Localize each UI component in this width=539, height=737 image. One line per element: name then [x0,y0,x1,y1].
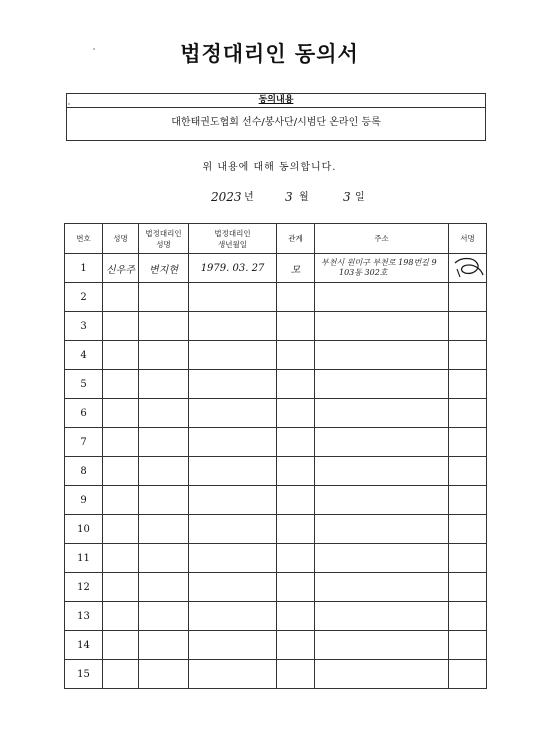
page-title: 법정대리인 동의서 [180,42,359,66]
relation-cell [277,457,315,486]
address-cell [315,486,449,515]
scan-speck [68,103,70,105]
signature-cell [449,515,487,544]
header-guardian-birth-line2: 생년월일 [218,239,247,249]
guardian-name-cell [139,370,189,399]
row-number-cell: 12 [65,573,103,602]
relation-cell [277,544,315,573]
relation-cell [277,312,315,341]
guardian-birthdate-cell [189,660,277,689]
relation-cell [277,283,315,312]
table-row [65,631,487,660]
address-cell [315,428,449,457]
guardian-name-cell [139,515,189,544]
header-guardian-name-line1: 법정대리인 [145,228,182,238]
address-cell [315,457,449,486]
row-number-cell: 2 [65,283,103,312]
student-name-cell [103,544,139,573]
relation-cell [277,573,315,602]
signature-cell [449,457,487,486]
address-cell [315,515,449,544]
guardian-name-cell [139,486,189,515]
signature-cell [449,341,487,370]
guardian-name-cell [139,573,189,602]
signature-cell [449,283,487,312]
relation-cell [277,399,315,428]
consent-box [66,93,486,141]
student-name-cell [103,457,139,486]
signature-cell [449,631,487,660]
guardian-birthdate-cell [189,515,277,544]
row-number-cell: 1 [65,254,103,283]
student-name-cell [103,399,139,428]
guardian-birthdate-cell [189,602,277,631]
signature-cell [449,486,487,515]
signature-cell [449,399,487,428]
header-signature: 서명 [449,224,487,254]
guardian-birthdate-cell [189,283,277,312]
header-guardian-birth [189,224,277,254]
student-name-cell [103,660,139,689]
relation-cell [277,341,315,370]
guardian-table [64,223,487,689]
signature-cell [449,312,487,341]
relation-cell [277,631,315,660]
handwritten-signature [451,255,485,281]
signature-cell [449,428,487,457]
table-row [65,573,487,602]
address-cell [315,312,449,341]
header-relation: 관계 [277,224,315,254]
guardian-birthdate-cell [189,370,277,399]
guardian-birthdate-cell [189,312,277,341]
table-row [65,660,487,689]
signature-cell [449,370,487,399]
date-year-label: 년 [244,192,254,203]
row-number-cell: 4 [65,341,103,370]
header-guardian-name [139,224,189,254]
table-row [65,370,487,399]
header-name: 성명 [103,224,139,254]
guardian-birthdate-cell [189,486,277,515]
table-row [65,457,487,486]
guardian-birthdate-cell [189,399,277,428]
student-name-cell: 신우주 [103,254,139,283]
row-number-cell: 8 [65,457,103,486]
address-cell [315,254,449,283]
signature-cell [449,602,487,631]
date-day: 3 [343,190,351,204]
signature-cell [449,660,487,689]
student-name-cell [103,631,139,660]
relation-cell [277,428,315,457]
table-row [65,428,487,457]
guardian-name-cell [139,602,189,631]
guardian-name-cell [139,457,189,486]
relation-cell [277,370,315,399]
table-header-row [65,224,487,254]
row-number-cell: 13 [65,602,103,631]
header-guardian-name-line2: 성명 [156,239,171,249]
student-name-cell [103,283,139,312]
relation-cell [277,602,315,631]
row-number-cell: 11 [65,544,103,573]
student-name-cell [103,515,139,544]
address-cell [315,341,449,370]
row-number-cell: 5 [65,370,103,399]
row-number-cell: 7 [65,428,103,457]
row-number-cell: 14 [65,631,103,660]
row-number-cell: 9 [65,486,103,515]
table-row [65,254,487,283]
address-cell [315,399,449,428]
table-row [65,602,487,631]
guardian-name-cell: 변지현 [139,254,189,283]
consent-body: 대한태권도협회 선수/봉사단/시범단 온라인 등록 [171,117,381,128]
table-row [65,486,487,515]
relation-cell [277,515,315,544]
student-name-cell [103,370,139,399]
header-guardian-birth-line1: 법정대리인 [214,228,251,238]
guardian-name-cell [139,660,189,689]
date-year: 2023 [211,190,242,204]
guardian-birthdate-cell [189,544,277,573]
header-address: 주소 [315,224,449,254]
address-cell [315,602,449,631]
guardian-birthdate-cell [189,573,277,602]
guardian-name-cell [139,312,189,341]
row-number-cell: 15 [65,660,103,689]
address-line1: 부천시 원미구 부천로 198번길 9 [321,258,437,267]
student-name-cell [103,573,139,602]
student-name-cell [103,428,139,457]
guardian-birthdate-cell [189,631,277,660]
date-month: 3 [285,190,293,204]
table-row [65,515,487,544]
table-row [65,312,487,341]
table-row [65,399,487,428]
relation-cell: 모 [277,254,315,283]
student-name-cell [103,341,139,370]
student-name-cell [103,312,139,341]
guardian-birthdate-cell: 1979. 03. 27 [189,254,277,283]
address-cell [315,573,449,602]
consent-heading: 동의내용 [67,94,485,108]
row-number-cell: 10 [65,515,103,544]
address-cell [315,660,449,689]
agreement-statement: 위 내용에 대해 동의합니다. [202,162,337,173]
table-row [65,283,487,312]
date-month-label: 월 [299,192,309,203]
address-cell [315,631,449,660]
guardian-birthdate-cell [189,428,277,457]
table-row [65,544,487,573]
date-day-label: 일 [355,192,365,203]
address-cell [315,283,449,312]
signature-cell [449,573,487,602]
address-cell [315,544,449,573]
guardian-name-cell [139,544,189,573]
signature-cell [449,254,487,283]
signature-cell [449,544,487,573]
address-cell [315,370,449,399]
row-number-cell: 3 [65,312,103,341]
guardian-name-cell [139,283,189,312]
header-no: 번호 [65,224,103,254]
table-row [65,341,487,370]
row-number-cell: 6 [65,399,103,428]
guardian-name-cell [139,399,189,428]
relation-cell [277,660,315,689]
address-line2: 103동 302호 [339,268,388,277]
scan-speck [93,48,95,50]
relation-cell [277,486,315,515]
student-name-cell [103,486,139,515]
guardian-name-cell [139,631,189,660]
guardian-birthdate-cell [189,457,277,486]
guardian-birthdate-cell [189,341,277,370]
student-name-cell [103,602,139,631]
guardian-name-cell [139,428,189,457]
guardian-name-cell [139,341,189,370]
